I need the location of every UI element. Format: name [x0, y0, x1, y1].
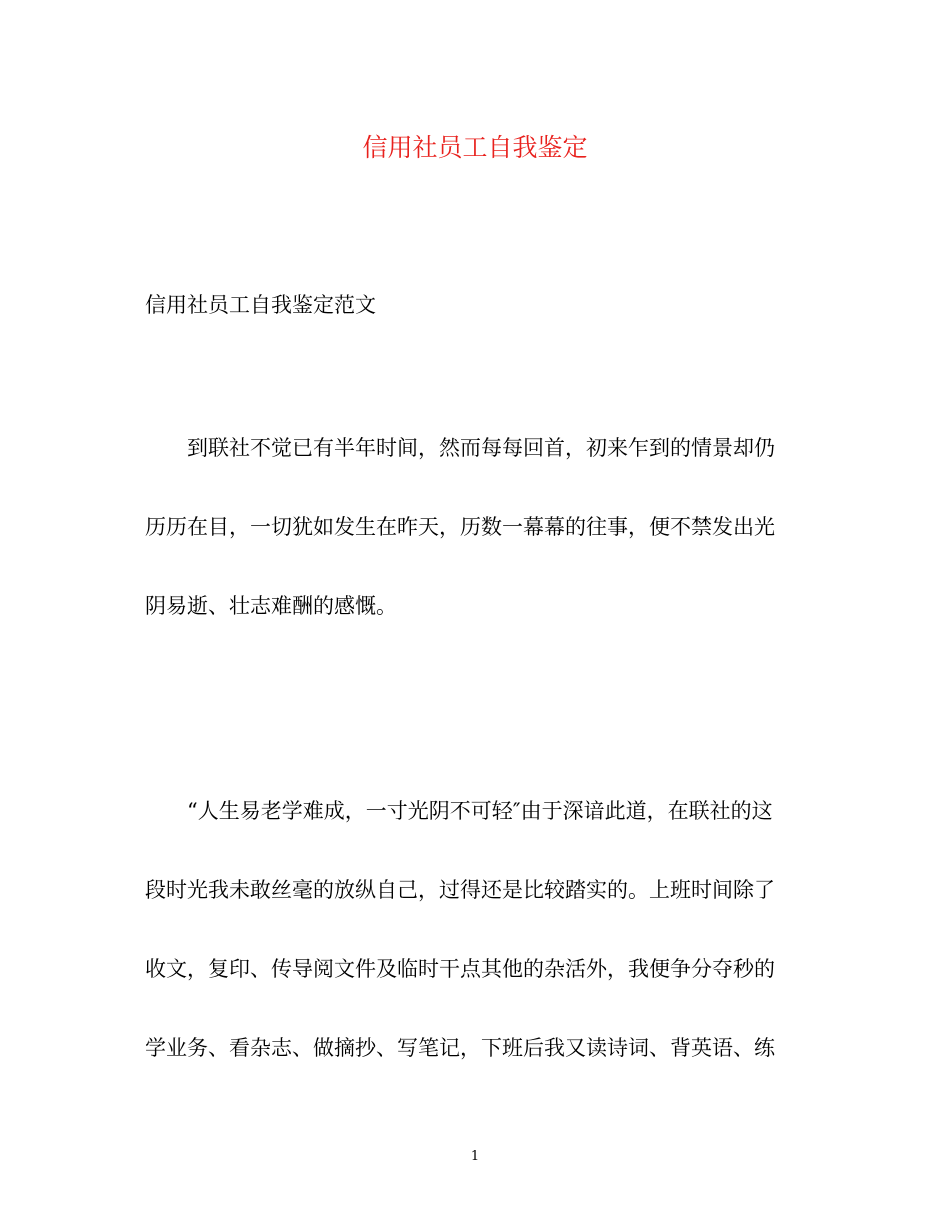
page-number: 1 [470, 1149, 480, 1164]
paragraph-line: “人生易老学难成，一寸光阴不可轻″由于深谙此道，在联社的这 [187, 799, 773, 823]
paragraph-line: 段时光我未敢丝毫的放纵自己，过得还是比较踏实的。上班时间除了 [145, 878, 775, 902]
paragraph-line: 历历在目，一切犹如发生在昨天，历数一幕幕的往事，便不禁发出光 [145, 515, 775, 539]
paragraph-line: 收文，复印、传导阅文件及临时干点其他的杂活外，我便争分夺秒的 [145, 957, 775, 981]
paragraph-line: 阴易逝、壮志难酬的感慨。 [145, 594, 397, 618]
paragraph-line: 学业务、看杂志、做摘抄、写笔记，下班后我又读诗词、背英语、练 [145, 1036, 775, 1060]
paragraph-1 [145, 409, 815, 646]
paragraph-2 [145, 772, 815, 1088]
document-title: 信用社员工自我鉴定 [362, 133, 588, 162]
paragraph-line: 到联社不觉已有半年时间，然而每每回首，初来乍到的情景却仍 [187, 436, 775, 460]
document-subtitle: 信用社员工自我鉴定范文 [145, 293, 376, 317]
